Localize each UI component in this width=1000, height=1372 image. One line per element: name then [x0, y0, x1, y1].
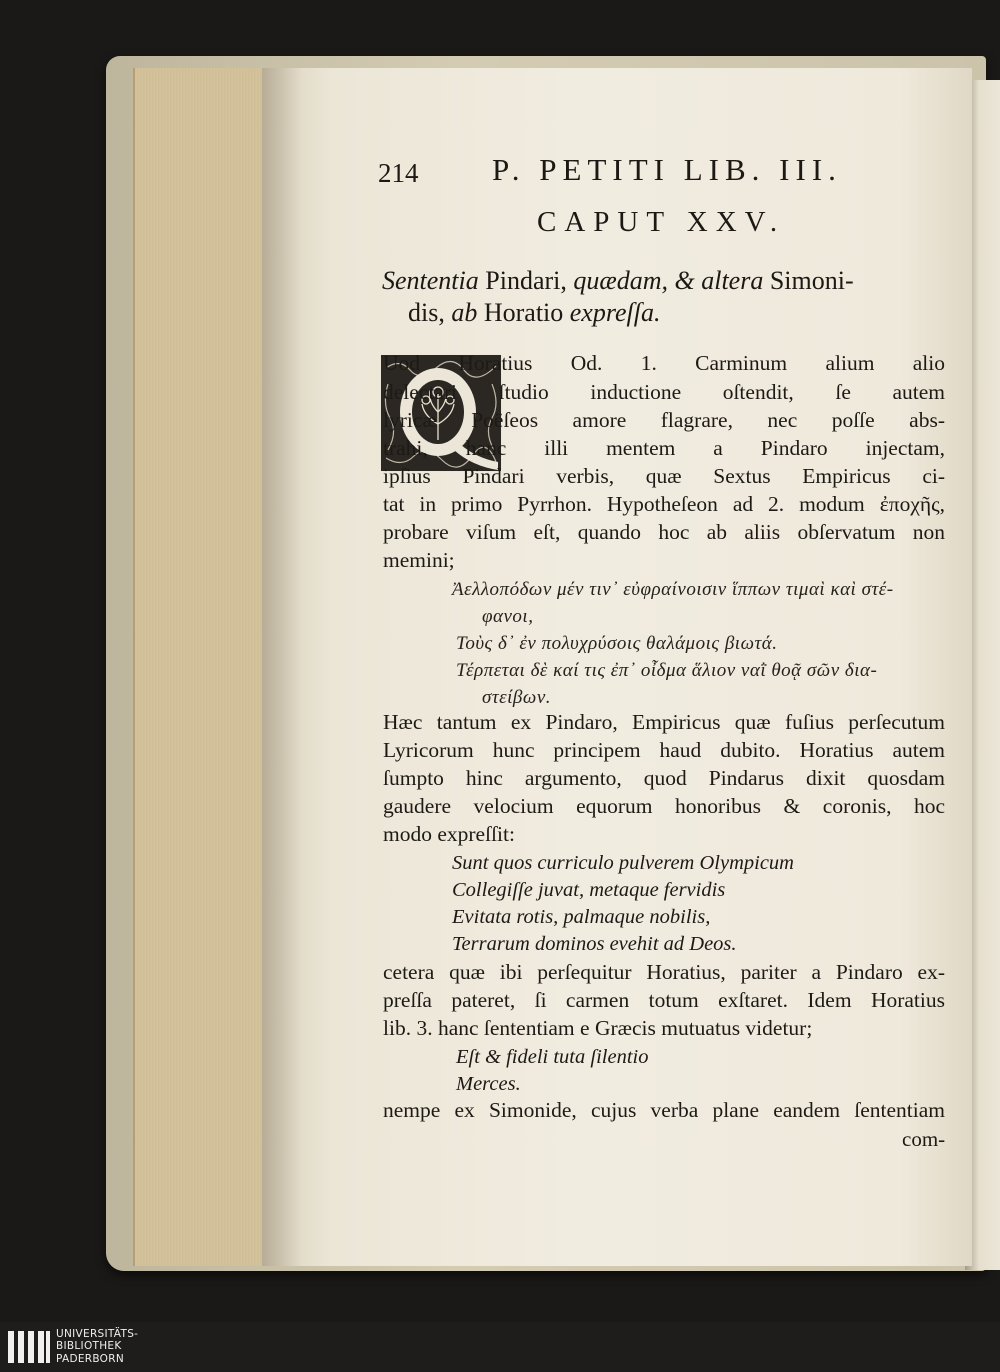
greek-verse-line: Τοὺς δ᾽ ἐν πολυχρύσοις θαλάμοις βιωτά.: [456, 633, 778, 654]
title-word: expreſſa.: [569, 298, 661, 327]
page-number: 214: [378, 158, 419, 188]
greek-verse-line: Τέρπεται δὲ καί τις ἐπ᾽ οἶδμα ἅλιον ναῒ θοᾷ σῶν δια-: [456, 660, 878, 681]
latin-verse-line: Collegiſſe juvat, metaque fervidis: [452, 879, 726, 901]
chapter-heading: CAPUT XXV.: [537, 206, 786, 238]
chapter-title-line-2: [408, 298, 661, 328]
title-word: &: [674, 266, 695, 295]
title-word: dis,: [408, 298, 445, 327]
latin-verse-line: Terrarum dominos evehit ad Deos.: [452, 933, 737, 955]
text-line: Uod Horatius Od. 1. Carminum alium alio: [383, 351, 945, 375]
library-name-line: PADERBORN: [56, 1352, 124, 1365]
title-word: Simoni-: [769, 266, 854, 295]
text-line: Hæc tantum ex Pindaro, Empiricus quæ fuſius perſecutum: [383, 710, 945, 734]
text-line: preſſa pateret, ſi carmen totum exſtaret. Idem Horatius: [383, 988, 945, 1012]
text-line: lyricæ Poëſeos amore flagrare, nec poſſe abs-: [383, 408, 945, 432]
catchword: com-: [902, 1127, 946, 1151]
page-edges: [133, 68, 273, 1266]
title-word: Pindari,: [485, 266, 567, 295]
text-line: tat in primo Pyrrhon. Hypotheſeon ad 2. modum ἐποχῆς,: [383, 492, 945, 516]
library-footer: [0, 1322, 1000, 1372]
title-word: ab: [451, 298, 478, 327]
greek-verse-line: στείβων.: [482, 687, 551, 708]
university-library-logo-icon: [6, 1328, 52, 1366]
text-line: memini;: [383, 548, 455, 572]
text-line: nempe ex Simonide, cujus verba plane eandem ſententiam: [383, 1098, 945, 1122]
text-line: trahi, hanc illi mentem a Pindaro injectam,: [383, 436, 945, 460]
title-word: quædam,: [573, 266, 668, 295]
text-line: cetera quæ ibi perſequitur Horatius, pariter a Pindaro ex-: [383, 960, 945, 984]
text-line: ipſius Pindari verbis, quæ Sextus Empiricus ci-: [383, 464, 945, 488]
text-line: Lyricorum hunc principem haud dubito. Horatius autem: [383, 738, 945, 762]
text-line: gaudere velocium equorum honoribus & coronis, hoc: [383, 794, 945, 818]
latin-verse-line: Evitata rotis, palmaque nobilis,: [452, 906, 711, 928]
text-line: modo expreſſit:: [383, 822, 515, 846]
greek-verse-line: Ἀελλοπόδων μέν τιν᾽ εὐφραίνοισιν ἵππων τιμαὶ καὶ στέ-: [452, 579, 894, 600]
library-name: [56, 1328, 138, 1365]
text-line: probare viſum eſt, quando hoc ab aliis obſervatum non: [383, 520, 945, 544]
library-name-line: UNIVERSITÄTS-: [56, 1328, 139, 1340]
title-word: altera: [701, 266, 764, 295]
text-line: delectari ſtudio inductione oſtendit, ſe autem: [383, 380, 945, 404]
title-word: Sententia: [382, 266, 479, 295]
latin-verse-line: Sunt quos curriculo pulverem Olympicum: [452, 852, 794, 874]
text-line: lib. 3. hanc ſententiam e Græcis mutuatus videtur;: [383, 1016, 813, 1040]
text-line: ſumpto hinc argumento, quod Pindarus dixit quosdam: [383, 766, 945, 790]
gutter-shadow: [262, 68, 302, 1266]
latin-verse-line: Merces.: [456, 1073, 521, 1095]
library-name-line: BIBLIOTHEK: [56, 1340, 122, 1353]
greek-verse-line: φανοι,: [482, 606, 534, 627]
running-head: P. PETITI LIB. III.: [492, 152, 842, 187]
chapter-title-line-1: [382, 266, 854, 296]
title-word: Horatio: [483, 298, 564, 327]
latin-verse-line: Eſt & fideli tuta ſilentio: [456, 1046, 649, 1068]
